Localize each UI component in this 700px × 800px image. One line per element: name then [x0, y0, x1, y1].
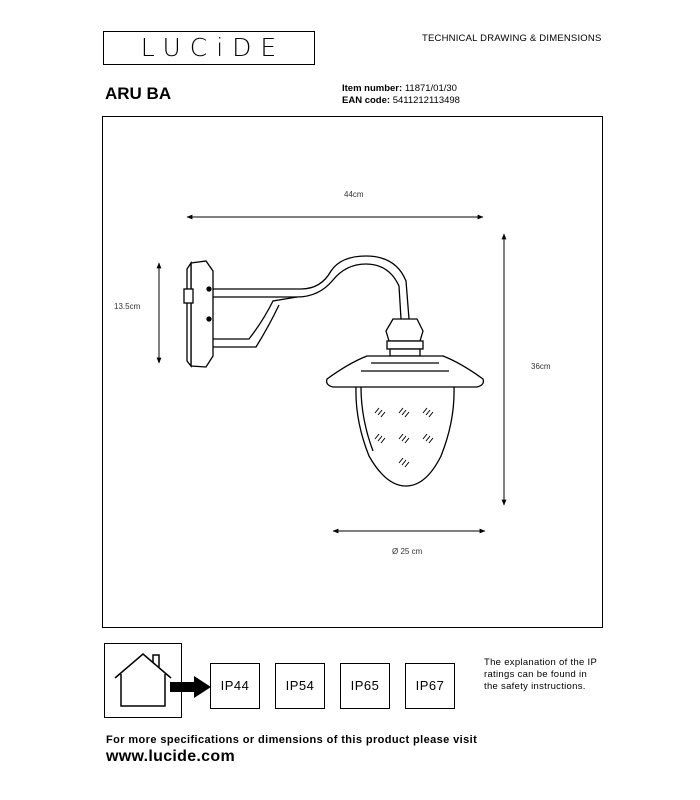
diameter-dimension-label: Ø 25 cm: [392, 547, 423, 556]
glass-pattern: [375, 408, 433, 467]
lamp-drawing: [103, 117, 603, 627]
item-number-value: 11871/01/30: [404, 83, 457, 94]
height-dimension-label: 36cm: [531, 362, 551, 371]
bracket-dimension-label: 13.5cm: [114, 302, 141, 311]
ip-rating-ip44: IP44: [210, 663, 260, 709]
width-dimension-label: 44cm: [344, 190, 364, 199]
brand-logo: LUCiDE: [103, 31, 315, 65]
arrow-right-icon: [170, 676, 212, 698]
ean-value: 5411212113498: [392, 95, 460, 106]
ip-rating-ip65: IP65: [340, 663, 390, 709]
ip-explanation-note: The explanation of the IP ratings can be found in the safety instructions.: [484, 657, 597, 692]
technical-drawing-frame: [102, 116, 603, 628]
product-name: ARU BA: [105, 84, 172, 103]
ip-rating-ip67: IP67: [405, 663, 455, 709]
document-title: TECHNICAL DRAWING & DIMENSIONS: [422, 33, 602, 44]
ean-code: [342, 95, 460, 106]
item-number: [342, 83, 457, 94]
item-number-label: Item number:: [342, 83, 403, 94]
more-info-text: For more specifications or dimensions of this product please visit: [106, 734, 478, 746]
lamp-illustration: [184, 256, 483, 486]
ip-rating-ip54: IP54: [275, 663, 325, 709]
ean-label: EAN code:: [342, 95, 391, 106]
website-link[interactable]: www.lucide.com: [106, 748, 235, 765]
